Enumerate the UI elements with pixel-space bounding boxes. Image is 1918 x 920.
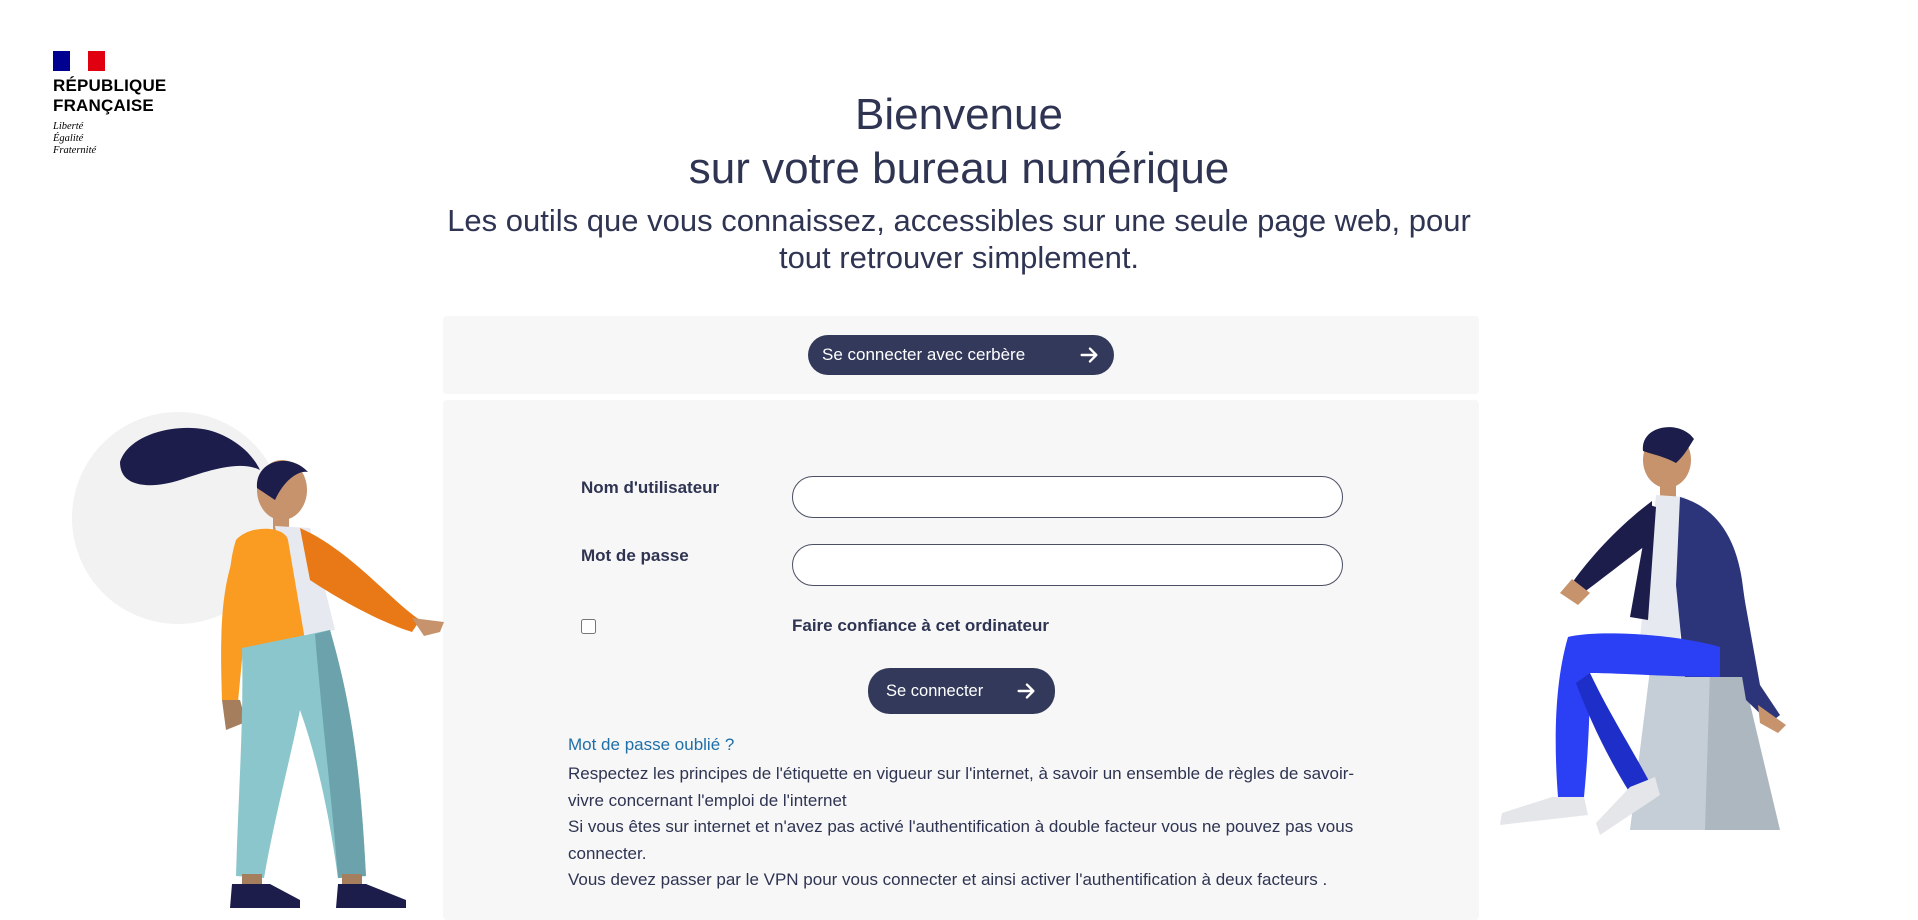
usage-rules	[568, 761, 1368, 894]
page-subtitle: Les outils que vous connaissez, accessibles sur une seule page web, pour tout retrouver simplement.	[447, 203, 1471, 275]
forgot-password-link[interactable]: Mot de passe oublié ?	[568, 735, 735, 754]
cerbere-login-label: Se connecter avec cerbère	[822, 345, 1026, 364]
title-line-2: sur votre bureau numérique	[688, 144, 1230, 193]
page-title	[0, 88, 1918, 196]
rule-two-factor: Si vous êtes sur internet et n'avez pas activé l'authentification à double facteur vous ne pouvez pas vous connecter.	[568, 817, 1354, 863]
sso-panel	[443, 316, 1479, 394]
login-button-label: Se connecter	[886, 681, 984, 700]
woman-illustration	[60, 400, 460, 908]
man-illustration	[1480, 415, 1800, 835]
login-button[interactable]	[868, 668, 1055, 714]
french-flag-icon	[53, 51, 105, 71]
username-label: Nom d'utilisateur	[581, 478, 720, 497]
login-panel	[443, 400, 1479, 920]
trust-computer-checkbox[interactable]	[581, 619, 596, 634]
password-label: Mot de passe	[581, 546, 689, 565]
rule-vpn: Vous devez passer par le VPN pour vous connecter et ainsi activer l'authentification à deux facteurs .	[568, 870, 1328, 889]
logo-line-1: RÉPUBLIQUE	[53, 76, 167, 95]
username-input[interactable]	[792, 476, 1343, 518]
motto-egalite: Égalité	[53, 133, 84, 144]
arrow-right-icon	[1015, 680, 1037, 702]
trust-computer-label: Faire confiance à cet ordinateur	[792, 616, 1049, 635]
password-input[interactable]	[792, 544, 1343, 586]
hero	[0, 88, 1918, 276]
motto-fraternite: Fraternité	[53, 145, 97, 156]
title-line-1: Bienvenue	[855, 90, 1063, 139]
motto-liberte: Liberté	[53, 121, 84, 132]
cerbere-login-button[interactable]	[808, 335, 1114, 375]
logo-line-2: FRANÇAISE	[53, 96, 154, 115]
rule-netiquette: Respectez les principes de l'étiquette en vigueur sur l'internet, à savoir un ensemble de règles de savoir-vivre concernant l'emploi de l'internet	[568, 764, 1355, 810]
arrow-right-icon	[1078, 344, 1100, 366]
